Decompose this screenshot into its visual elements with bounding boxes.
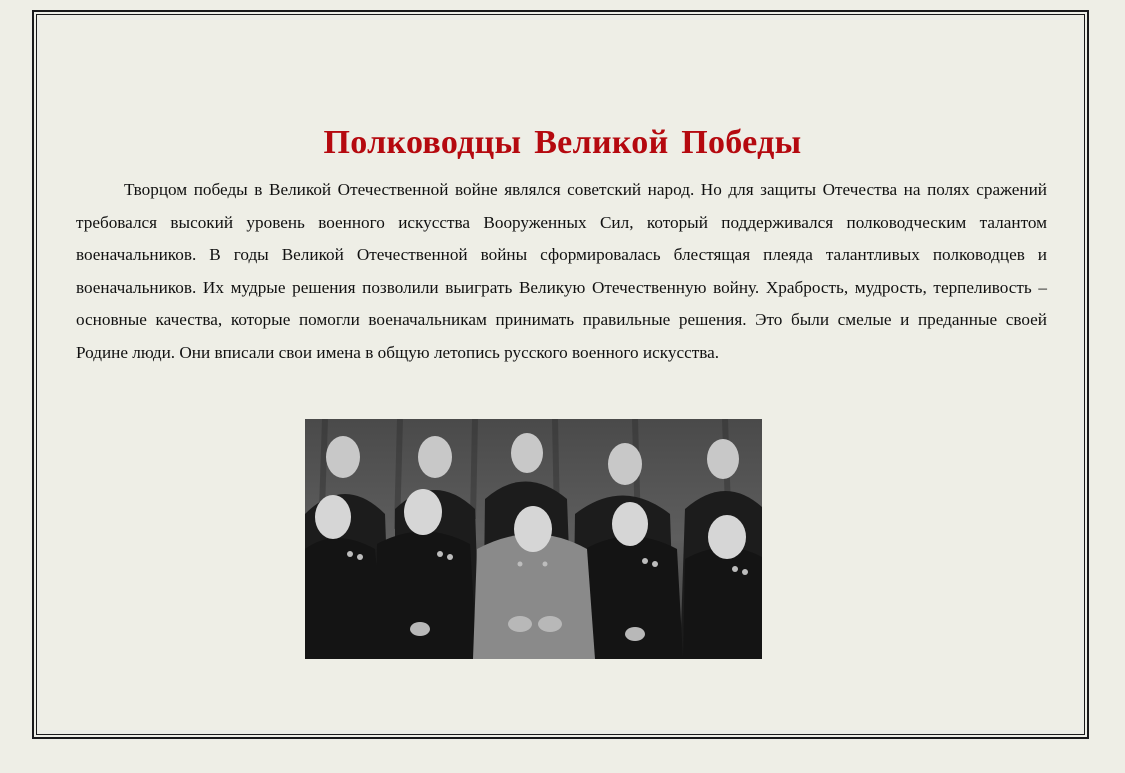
group-portrait-photo-icon <box>305 419 762 659</box>
slide-title: Полководцы Великой Победы <box>323 124 802 161</box>
commanders-group-photo <box>305 419 762 659</box>
slide-paragraph: Творцом победы в Великой Отечественной войне являлся советский народ. Но для защиты Отечества на полях сражений требовался высокий уровень военного искусства Вооруженных Сил, который поддерживался полководческим талантом военачальников. В годы Великой Отечественной войны сформировалась блестящая плеяда талантливых полководцев и военачальников. Их мудрые решения позволили выиграть Великую Отечественную войну. Храбрость, мудрость, терпеливость – основные качества, которые помогли военачальникам принимать правильные решения. Это были смелые и преданные своей Родине люди. Они вписали свои имена в общую летопись русского военного искусства. <box>76 180 1047 362</box>
